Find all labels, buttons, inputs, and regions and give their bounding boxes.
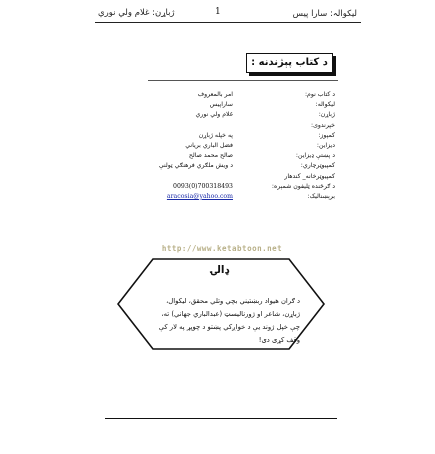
info-row-email xyxy=(145,194,335,204)
info-label: د ګرځنده ټلیفون شمېره: xyxy=(271,182,335,190)
info-row-author xyxy=(145,102,335,112)
info-label: ليکواله: xyxy=(315,101,335,109)
info-label: کمپيوټرچاري: xyxy=(300,162,335,170)
info-value: امر بالمعروف xyxy=(197,91,233,98)
page-number: 1 xyxy=(215,7,221,17)
book-info-table xyxy=(145,92,335,204)
dedication-text: د ګران هیواد ربښتيني بچي وتلي محقق، ليکوال، ژباړن، شاعر او ژورنالیسټ (عبدالباري جهاني) ته، چې خپل ژوند يې د خواږکي پښتو د چوپړ په لار کې وقف کړی دی! xyxy=(158,297,300,344)
info-label: دیزاین: xyxy=(316,141,335,149)
info-value: د ويش ملګري فرهنګي ټولنې xyxy=(158,162,233,170)
info-row-compose xyxy=(145,133,335,143)
info-row-translator xyxy=(145,112,335,122)
info-value: په خپله ژباړن xyxy=(198,131,233,139)
title-rule xyxy=(148,80,338,81)
footer-rule xyxy=(105,418,337,419)
book-info-title: د کتاب پېژندنه : xyxy=(246,53,333,73)
header-rule xyxy=(95,22,361,23)
watermark-url: http://www.ketabtoon.net xyxy=(161,244,283,253)
info-label: کمپیوټرخانه_ کندهار xyxy=(284,172,335,180)
info-row-publisher xyxy=(145,123,335,133)
info-value: صالح محمد صالح xyxy=(188,152,233,160)
info-label: خپرندوی: xyxy=(311,121,335,129)
info-label: برېښنالیک: xyxy=(307,192,335,200)
info-label: د پښتې ډیزاین: xyxy=(295,152,335,160)
header-author: ليكوالہ: سارا پیس xyxy=(292,9,357,19)
info-value: فضل الباري برياني xyxy=(185,141,233,149)
header-translator: ژباړن: غلام ولي نوري xyxy=(98,8,175,18)
email-link[interactable]: aracosia@yahoo.com xyxy=(166,192,233,200)
phone-number: 0093(0)700318493 xyxy=(173,182,233,190)
info-value: ساراپيس xyxy=(209,101,233,109)
info-row-book-name xyxy=(145,92,335,102)
dedication-title: ډالۍ xyxy=(210,264,230,276)
info-value: غلام ولي نوري xyxy=(195,111,233,119)
info-label: کمپوز: xyxy=(318,131,335,139)
info-row-computer-work xyxy=(145,163,335,173)
info-label: د کتاب نوم: xyxy=(304,91,335,98)
info-label: ژباړن: xyxy=(318,111,335,119)
